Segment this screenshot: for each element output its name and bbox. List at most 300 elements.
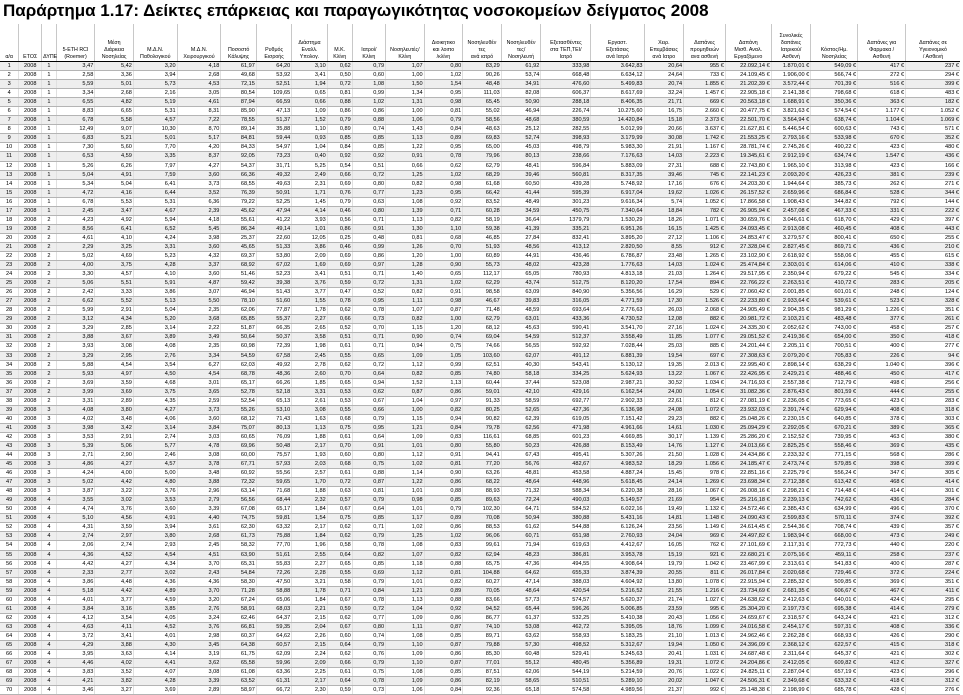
table-cell: 0,75 xyxy=(352,460,385,469)
table-cell: 2 xyxy=(42,261,57,270)
table-cell: 0,84 xyxy=(327,143,352,152)
table-cell: 68,12 xyxy=(463,324,502,333)
table-cell: 1,08 xyxy=(386,631,425,640)
table-cell: 2,93 xyxy=(133,541,177,550)
table-row xyxy=(0,559,960,568)
table-cell: 440 € xyxy=(858,541,906,550)
table-cell: 69,04 xyxy=(463,333,502,342)
table-cell: 47,14 xyxy=(501,577,541,586)
table-cell: 4,82 xyxy=(95,98,134,107)
table-cell: 54 xyxy=(0,541,19,550)
table-cell: 3,98 xyxy=(177,233,221,242)
table-cell: 4,18 xyxy=(177,62,221,71)
table-row xyxy=(0,125,960,134)
table-cell: 102,30 xyxy=(463,505,502,514)
table-cell: 571 € xyxy=(906,125,960,134)
table-cell: 0,80 xyxy=(424,441,463,450)
table-cell: 220 € xyxy=(906,541,960,550)
table-cell: 1.148 € xyxy=(684,514,726,523)
table-cell: 4,05 xyxy=(133,613,177,622)
table-cell: 1.067 € xyxy=(684,369,726,378)
table-cell: 0,55 xyxy=(327,568,352,577)
table-cell: 24.201,44 € xyxy=(725,342,771,351)
table-cell: 1,04 xyxy=(386,604,425,613)
table-cell: 64,71 xyxy=(501,505,541,514)
table-cell: 65,18 xyxy=(501,686,541,695)
table-cell: 2.385,43 € xyxy=(771,505,811,514)
table-cell: 109,65 xyxy=(256,89,291,98)
table-row xyxy=(0,550,960,559)
table-cell: 0,79 xyxy=(352,414,385,423)
table-cell: 55,12 xyxy=(501,659,541,668)
table-cell: 0,79 xyxy=(424,116,463,125)
table-cell: 71,68 xyxy=(256,487,291,496)
table-cell: 67,43 xyxy=(501,451,541,460)
table-cell: 3,41 xyxy=(292,270,327,279)
table-cell: 0,97 xyxy=(352,261,385,270)
table-cell: 3,47 xyxy=(56,62,95,71)
column-header: ΕΤΟΣ xyxy=(19,24,42,62)
table-row xyxy=(0,460,960,469)
table-cell: 0,73 xyxy=(352,315,385,324)
table-cell: 0,65 xyxy=(327,559,352,568)
table-cell: 0,62 xyxy=(327,613,352,622)
table-cell: 2008 xyxy=(19,71,42,80)
table-cell: 1,04 xyxy=(386,396,425,405)
table-cell: 613,42 € xyxy=(811,478,858,487)
table-cell: 0,79 xyxy=(327,197,352,206)
table-cell: 316,05 xyxy=(541,297,591,306)
table-cell: 4 xyxy=(42,550,57,559)
table-cell: 3,60 xyxy=(177,414,221,423)
table-cell: 0,80 xyxy=(352,179,385,188)
table-cell: 2.093,20 € xyxy=(771,170,811,179)
table-cell: 2008 xyxy=(19,233,42,242)
table-cell: 0,79 xyxy=(352,577,385,586)
table-cell: 92,05 xyxy=(221,152,256,161)
table-cell: 0,64 xyxy=(352,369,385,378)
table-cell: 0,98 xyxy=(386,496,425,505)
table-cell: 3,20 xyxy=(133,62,177,71)
table-cell: 24.016,58 € xyxy=(725,622,771,631)
table-cell: 111,03 xyxy=(463,89,502,98)
table-cell: 50,94 xyxy=(501,514,541,523)
table-cell: 2,65 xyxy=(292,324,327,333)
table-cell: 1,09 xyxy=(386,677,425,686)
table-cell: 4,02 xyxy=(56,414,95,423)
table-cell: 498 € xyxy=(858,378,906,387)
table-cell: 4,07 xyxy=(133,668,177,677)
table-cell: 51,93 xyxy=(463,242,502,251)
table-cell: 22.995,40 € xyxy=(725,360,771,369)
table-cell: 1,55 xyxy=(292,297,327,306)
table-cell: 2.913,08 € xyxy=(771,224,811,233)
indicators-table xyxy=(0,24,960,695)
table-cell: 2,45 xyxy=(177,541,221,550)
table-cell: 1,54 xyxy=(292,514,327,523)
table-cell: 1.054 € xyxy=(684,387,726,396)
table-cell: 614,06 € xyxy=(811,261,858,270)
table-cell: 2,90 xyxy=(95,451,134,460)
table-cell: 3,12 xyxy=(56,315,95,324)
table-cell: 2.457,08 € xyxy=(771,206,811,215)
table-cell: 0,78 xyxy=(424,152,463,161)
table-cell: 0,64 xyxy=(352,432,385,441)
column-header: Νοσηλευθέν τες/ Νοσηλευτή xyxy=(501,24,541,62)
table-cell: 0,71 xyxy=(424,206,463,215)
table-cell: 0,60 xyxy=(352,71,385,80)
table-cell: 6,78 xyxy=(56,116,95,125)
table-cell: 62,79 xyxy=(463,161,502,170)
table-cell: 0,81 xyxy=(424,107,463,116)
table-cell: 592,92 xyxy=(541,342,591,351)
table-cell: 68,78 xyxy=(221,369,256,378)
table-cell: 19,54 xyxy=(644,351,684,360)
table-cell: 0,71 xyxy=(352,215,385,224)
table-row xyxy=(0,514,960,523)
table-cell: 1,07 xyxy=(386,62,425,71)
table-cell: 5,45 xyxy=(177,224,221,233)
table-cell: 17,54 xyxy=(644,279,684,288)
table-cell: 53,80 xyxy=(256,251,291,260)
table-cell: 2008 xyxy=(19,505,42,514)
table-cell: 1,14 xyxy=(386,469,425,478)
table-cell: 398,93 xyxy=(541,134,591,143)
table-cell: 83,29 xyxy=(463,62,502,71)
column-header: Δαπάνες προμηθειών ανα ασθενή xyxy=(684,24,726,62)
table-cell: 49,63 xyxy=(256,179,291,188)
table-cell: 19,94 xyxy=(644,641,684,650)
table-cell: 4,61 xyxy=(177,98,221,107)
table-cell: 0,46 xyxy=(327,242,352,251)
table-cell: 335,21 xyxy=(541,224,591,233)
table-cell: 1,04 xyxy=(292,143,327,152)
table-cell: 0,83 xyxy=(424,541,463,550)
table-cell: 27,12 xyxy=(644,233,684,242)
table-cell: 49,14 xyxy=(256,224,291,233)
table-cell: 39,46 xyxy=(501,170,541,179)
table-cell: 3,41 xyxy=(292,71,327,80)
table-cell: 584,52 xyxy=(541,505,591,514)
table-cell: 210 € xyxy=(906,242,960,251)
table-cell: 2008 xyxy=(19,251,42,260)
table-cell: 20,55 xyxy=(644,568,684,577)
table-cell: 1,07 xyxy=(386,306,425,315)
table-cell: 1,30 xyxy=(386,224,425,233)
table-cell: 59,44 xyxy=(256,134,291,143)
table-cell: 4,34 xyxy=(133,559,177,568)
table-cell: 45 xyxy=(0,460,19,469)
table-cell: 421 € xyxy=(858,650,906,659)
table-cell: 0,62 xyxy=(352,387,385,396)
table-row xyxy=(0,306,960,315)
table-cell: 415 € xyxy=(858,641,906,650)
table-cell: 90,82 xyxy=(463,414,502,423)
table-cell: 257 € xyxy=(906,324,960,333)
table-cell: 52,51 xyxy=(256,80,291,89)
table-cell: 491,12 xyxy=(541,351,591,360)
table-cell: 4,92 xyxy=(95,215,134,224)
table-cell: 26.905,94 € xyxy=(725,206,771,215)
table-cell: 0,68 xyxy=(424,233,463,242)
table-cell: 1,22 xyxy=(386,478,425,487)
table-cell: 30 xyxy=(0,324,19,333)
table-cell: 0,72 xyxy=(327,80,352,89)
table-cell: 24.638,62 € xyxy=(725,595,771,604)
table-cell: 0,47 xyxy=(327,288,352,297)
table-cell: 389 € xyxy=(858,423,906,432)
table-cell: 58,56 xyxy=(463,116,502,125)
table-cell: 2008 xyxy=(19,586,42,595)
table-cell: 4,14 xyxy=(133,650,177,659)
table-cell: 3,65 xyxy=(177,387,221,396)
table-cell: 2,25 xyxy=(292,668,327,677)
table-cell: 4,11 xyxy=(95,622,134,631)
table-cell: 96,06 xyxy=(463,532,502,541)
table-cell: 4 xyxy=(42,496,57,505)
table-cell: 0,63 xyxy=(352,197,385,206)
table-cell: 65,17 xyxy=(256,505,291,514)
table-cell: 1,13 xyxy=(386,215,425,224)
table-cell: 483,48 € xyxy=(811,315,858,324)
table-cell: 14,81 xyxy=(644,514,684,523)
table-cell: 0,52 xyxy=(352,288,385,297)
table-cell: 529 € xyxy=(684,288,726,297)
table-cell: 20,74 xyxy=(644,80,684,89)
table-cell: 43 xyxy=(0,441,19,450)
table-cell: 995 € xyxy=(684,604,726,613)
table-cell: 48,56 xyxy=(501,242,541,251)
table-body xyxy=(0,62,960,695)
table-cell: 262 € xyxy=(858,179,906,188)
table-cell: 41,39 xyxy=(501,224,541,233)
table-cell: 65 xyxy=(0,641,19,650)
table-cell: 16,05 xyxy=(644,541,684,550)
table-cell: 3,27 xyxy=(95,686,134,695)
table-cell: 3,69 xyxy=(133,686,177,695)
table-row xyxy=(0,586,960,595)
table-cell: 5,02 xyxy=(56,478,95,487)
table-cell: 249 € xyxy=(906,532,960,541)
table-cell: 34 xyxy=(0,360,19,369)
table-cell: 55,73 xyxy=(463,261,502,270)
table-cell: 2,45 xyxy=(292,351,327,360)
table-cell: 4,00 xyxy=(95,469,134,478)
table-row xyxy=(0,378,960,387)
table-cell: 5,06 xyxy=(95,441,134,450)
table-cell: 20,02 xyxy=(644,677,684,686)
table-cell: 71,94 xyxy=(501,541,541,550)
table-cell: 4,50 xyxy=(133,369,177,378)
table-cell: 1.530,29 xyxy=(591,215,644,224)
table-cell: 88,53 xyxy=(463,523,502,532)
table-cell: 3,20 xyxy=(177,595,221,604)
table-cell: 5,58 xyxy=(95,116,134,125)
table-cell: 1.425 € xyxy=(684,224,726,233)
table-cell: 5,31 xyxy=(133,197,177,206)
table-cell: 0,79 xyxy=(352,62,385,71)
table-cell: 4 xyxy=(42,541,57,550)
table-cell: 17 xyxy=(0,206,19,215)
table-cell: 0,65 xyxy=(292,89,327,98)
table-cell: 166 € xyxy=(906,161,960,170)
table-cell: 5,91 xyxy=(133,279,177,288)
table-row xyxy=(0,523,960,532)
table-cell: 0,86 xyxy=(352,251,385,260)
table-cell: 3,08 xyxy=(95,342,134,351)
table-cell: 1,63 xyxy=(292,414,327,423)
table-cell: 12,05 xyxy=(292,233,327,242)
table-cell: 61,37 xyxy=(501,613,541,622)
column-header: Κόστος/Ημ. Νοσηλείας xyxy=(811,24,858,62)
table-cell: 1,94 xyxy=(292,80,327,89)
table-cell: 468 € xyxy=(858,478,906,487)
table-cell: 5,34 xyxy=(56,179,95,188)
table-cell: 2,68 xyxy=(177,71,221,80)
table-cell: 0,80 xyxy=(352,451,385,460)
table-cell: 0,51 xyxy=(352,161,385,170)
table-cell: 21,50 xyxy=(644,451,684,460)
table-cell: 0,82 xyxy=(424,550,463,559)
table-cell: 5,73 xyxy=(133,80,177,89)
table-cell: 0,78 xyxy=(327,297,352,306)
table-cell: 2008 xyxy=(19,270,42,279)
table-row xyxy=(0,270,960,279)
table-cell: 543,41 xyxy=(541,360,591,369)
table-cell: 0,87 xyxy=(424,641,463,650)
table-cell: 20,64 xyxy=(644,62,684,71)
table-row xyxy=(0,224,960,233)
table-cell: 6,41 xyxy=(95,224,134,233)
table-cell: 1,09 xyxy=(386,613,425,622)
table-cell: 448,96 xyxy=(541,478,591,487)
table-cell: 4,78 xyxy=(177,441,221,450)
table-cell: 560,81 xyxy=(541,170,591,179)
table-cell: 1.052 € xyxy=(684,197,726,206)
table-row xyxy=(0,396,960,405)
table-cell: 4,21 xyxy=(56,677,95,686)
table-cell: 205 € xyxy=(906,279,960,288)
table-cell: 4,06 xyxy=(133,414,177,423)
table-row xyxy=(0,650,960,659)
table-cell: 6,41 xyxy=(133,179,177,188)
table-cell: 69,96 xyxy=(221,441,256,450)
table-cell: 2.197,73 € xyxy=(771,604,811,613)
table-cell: 36 xyxy=(0,378,19,387)
table-cell: 1 xyxy=(42,206,57,215)
table-cell: 0,66 xyxy=(327,659,352,668)
table-cell: 248 € xyxy=(858,288,906,297)
table-cell: 0,93 xyxy=(292,134,327,143)
table-cell: 4 xyxy=(42,668,57,677)
table-cell: 8,56 xyxy=(56,224,95,233)
table-cell: 4 xyxy=(42,577,57,586)
table-cell: 10,30 xyxy=(133,125,177,134)
table-cell: 0,64 xyxy=(352,505,385,514)
table-cell: 318 € xyxy=(906,641,960,650)
table-cell: 2,06 xyxy=(56,541,95,550)
table-cell: 64 xyxy=(0,631,19,640)
table-cell: 2008 xyxy=(19,641,42,650)
table-row xyxy=(0,668,960,677)
table-cell: 20,41 xyxy=(644,650,684,659)
table-cell: 5,19 xyxy=(133,98,177,107)
table-cell: 27,16 xyxy=(644,324,684,333)
table-cell: 2.473,74 € xyxy=(771,460,811,469)
table-cell: 5,25 xyxy=(292,161,327,170)
table-cell: 4,57 xyxy=(133,460,177,469)
table-cell: 7.176,63 xyxy=(591,152,644,161)
table-cell: 89,71 xyxy=(463,631,502,640)
table-cell: 0,62 xyxy=(327,532,352,541)
table-row xyxy=(0,333,960,342)
table-cell: 224 € xyxy=(906,568,960,577)
table-cell: 695,38 € xyxy=(811,604,858,613)
table-cell: 0,75 xyxy=(327,514,352,523)
table-cell: 0,90 xyxy=(386,333,425,342)
table-cell: 60,57 xyxy=(256,641,291,650)
table-cell: 28.781,74 € xyxy=(725,143,771,152)
table-cell: 5.983,30 xyxy=(591,143,644,152)
table-cell: 668,00 € xyxy=(811,532,858,541)
table-cell: 0,67 xyxy=(352,396,385,405)
table-cell: 455 € xyxy=(858,251,906,260)
table-cell: 58,19 xyxy=(463,215,502,224)
table-cell: 1,31 xyxy=(386,279,425,288)
table-cell: 0,80 xyxy=(424,62,463,71)
table-cell: 2,09 xyxy=(292,659,327,668)
table-cell: 3,58 xyxy=(292,333,327,342)
table-cell: 894 € xyxy=(684,279,726,288)
table-cell: 410 € xyxy=(858,261,906,270)
table-cell: 4,69 xyxy=(95,251,134,260)
table-cell: 24.109,45 € xyxy=(725,71,771,80)
table-cell: 2,78 xyxy=(292,360,327,369)
table-cell: 0,66 xyxy=(327,315,352,324)
table-cell: 3 xyxy=(42,405,57,414)
table-cell: 0,67 xyxy=(327,622,352,631)
table-cell: 2008 xyxy=(19,659,42,668)
table-cell: 399 € xyxy=(906,80,960,89)
table-cell: 6.022,16 xyxy=(591,505,644,514)
table-cell: 381 € xyxy=(858,170,906,179)
table-cell: 512,75 xyxy=(541,279,591,288)
table-cell: 5.356,56 xyxy=(591,288,644,297)
table-cell: 70,05 xyxy=(463,586,502,595)
table-cell: 3,75 xyxy=(95,261,134,270)
table-cell: 32,24 xyxy=(644,89,684,98)
table-cell: 65,44 xyxy=(501,604,541,613)
table-cell: 3.895,20 xyxy=(591,233,644,242)
table-cell: 24.497,82 € xyxy=(725,532,771,541)
table-cell: 67,58 xyxy=(256,351,291,360)
table-cell: 1.024 € xyxy=(684,261,726,270)
table-cell: 4,52 xyxy=(133,622,177,631)
table-cell: 284 € xyxy=(906,496,960,505)
table-cell: 4,00 xyxy=(56,261,95,270)
table-cell: 2,28 xyxy=(292,568,327,577)
table-cell: 1.457 € xyxy=(684,89,726,98)
table-cell: 3 xyxy=(42,487,57,496)
table-cell: 46,94 xyxy=(221,288,256,297)
table-cell: 0,58 xyxy=(327,541,352,550)
table-cell: 51,87 xyxy=(221,324,256,333)
table-cell: 4,10 xyxy=(95,233,134,242)
table-cell: 3,02 xyxy=(95,496,134,505)
table-cell: 733 € xyxy=(684,71,726,80)
table-cell: 5,51 xyxy=(95,279,134,288)
table-cell: 23.698,34 € xyxy=(725,478,771,487)
